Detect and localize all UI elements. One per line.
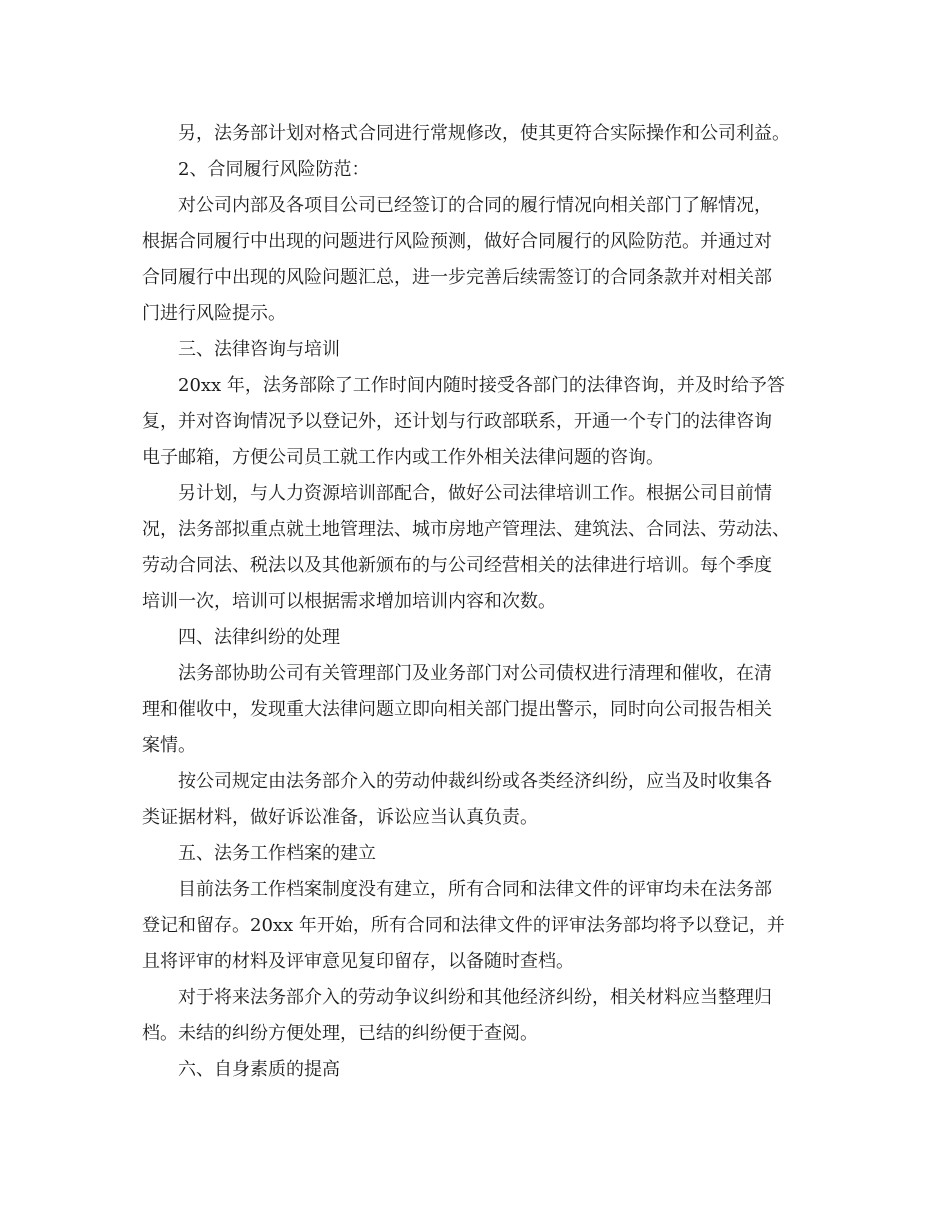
paragraph-line: 档。未结的纠纷方便处理，已结的纠纷便于查阅。 [142,1023,538,1044]
paragraph [142,872,812,980]
paragraph-line: 20xx 年，法务部除了工作时间内随时接受各部门的法律咨询，并及时给予答 [178,375,785,396]
paragraph-line: 理和催收中，发现重大法律问题立即向相关部门提出警示，同时向公司报告相关 [142,699,772,720]
paragraph-line: 门进行风险提示。 [142,303,286,324]
paragraph-line: 登记和留存。20xx 年开始，所有合同和法律文件的评审法务部均将予以登记，并 [142,915,785,936]
paragraph-line: 复，并对咨询情况予以登记外，还计划与行政部联系，开通一个专门的法律咨询 [142,411,772,432]
paragraph-line: 对于将来法务部介入的劳动争议纠纷和其他经济纠纷，相关材料应当整理归 [178,987,772,1008]
document-page [142,116,812,1088]
paragraph [142,116,812,152]
section-heading: 2、合同履行风险防范： [178,159,370,180]
paragraph [142,656,812,764]
paragraph-line: 案情。 [142,735,196,756]
paragraph [142,980,812,1052]
paragraph-line: 况，法务部拟重点就土地管理法、城市房地产管理法、建筑法、合同法、劳动法、 [142,519,790,540]
paragraph [142,368,812,476]
paragraph-line: 按公司规定由法务部介入的劳动仲裁纠纷或各类经济纠纷，应当及时收集各 [178,771,772,792]
section-heading: 四、法律纠纷的处理 [178,627,340,648]
paragraph-line: 对公司内部及各项目公司已经签订的合同的履行情况向相关部门了解情况， [178,195,772,216]
paragraph-line: 法务部协助公司有关管理部门及业务部门对公司债权进行清理和催收，在清 [178,663,772,684]
paragraph-line: 类证据材料，做好诉讼准备，诉讼应当认真负责。 [142,807,538,828]
paragraph-line: 劳动合同法、税法以及其他新颁布的与公司经营相关的法律进行培训。每个季度 [142,555,772,576]
paragraph-line: 合同履行中出现的风险问题汇总，进一步完善后续需签订的合同条款并对相关部 [142,267,772,288]
section-heading: 三、法律咨询与培训 [178,339,340,360]
paragraph-line: 电子邮箱，方便公司员工就工作内或工作外相关法律问题的咨询。 [142,447,664,468]
paragraph-line: 目前法务工作档案制度没有建立，所有合同和法律文件的评审均未在法务部 [178,879,772,900]
paragraph-line: 根据合同履行中出现的问题进行风险预测，做好合同履行的风险防范。并通过对 [142,231,772,252]
paragraph-line: 且将评审的材料及评审意见复印留存，以备随时查档。 [142,951,574,972]
section-heading: 六、自身素质的提高 [178,1059,340,1080]
paragraph-line: 另，法务部计划对格式合同进行常规修改，使其更符合实际操作和公司利益。 [178,123,790,144]
paragraph-line: 培训一次，培训可以根据需求增加培训内容和次数。 [142,591,556,612]
paragraph [142,764,812,836]
section-heading: 五、法务工作档案的建立 [178,843,376,864]
paragraph [142,476,812,620]
paragraph [142,188,812,332]
paragraph-line: 另计划，与人力资源培训部配合，做好公司法律培训工作。根据公司目前情 [178,483,772,504]
